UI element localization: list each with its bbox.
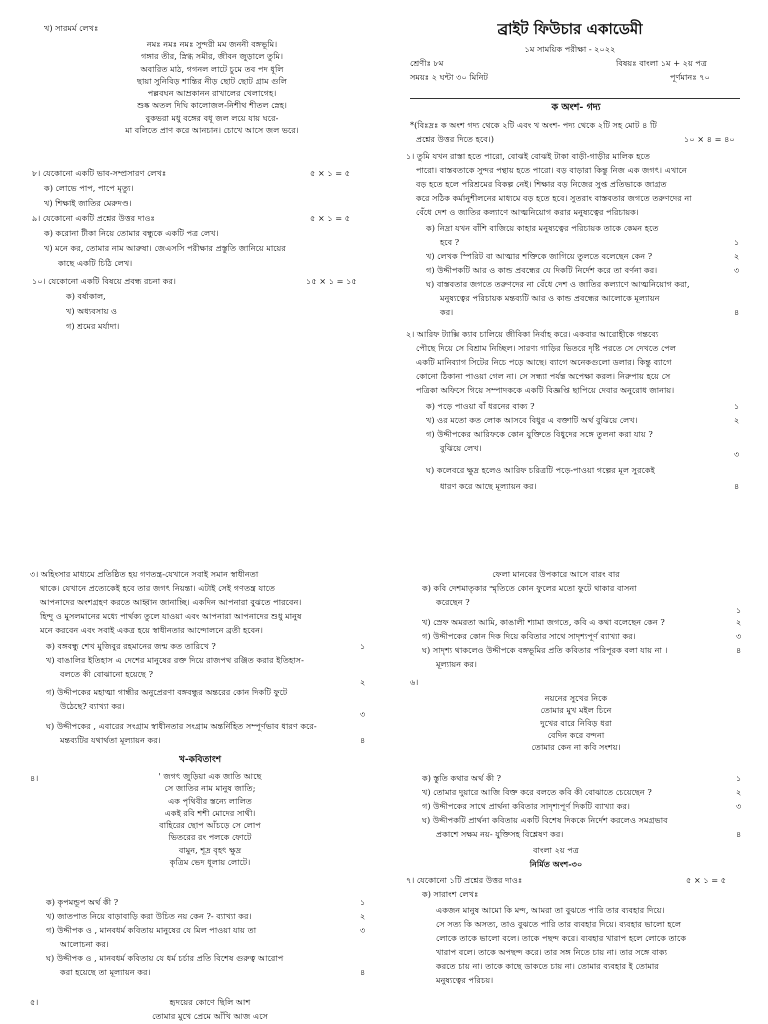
q3-stem-line: থাকে। যেখানে প্রত্যেকেই হবে তার জগৎ নিয়ন্তা। এটাই সেই গণতন্ত্র যাতে xyxy=(40,583,276,593)
q5-part-gha-cont: মূল্যায়ন কর। xyxy=(436,659,477,669)
nirmiti-section-title: নির্মিত অংশ-৩০ xyxy=(529,859,583,869)
q4-part-gha-marks: ৪ xyxy=(360,967,366,977)
poem-line: ছায়া সুনিবিড় শান্তির নীড় ছোট ছোট গ্রাম গুলি xyxy=(137,75,287,86)
header-divider xyxy=(410,98,740,99)
q4-part-ka: ক) কৃপমন্ডূপ অর্থ কী ? xyxy=(46,897,119,907)
poem-line: তোমার মুখ মইল চিনে xyxy=(540,705,612,716)
q5-part-ka-cont: করেছেন ? xyxy=(436,597,470,607)
q6-number: ৬। xyxy=(410,677,419,687)
q5-line: হৃদয়ের কোণে ছিলি আশ xyxy=(169,997,251,1007)
q9-label: ৯। যেকোনো একটি প্রশ্নের উত্তর দাওঃ xyxy=(32,213,155,223)
q7-text-line: খারাপ বলে। তাকে অপছন্দ করে। তার সঙ্গ নিতে চায় না। তার সঙ্গে বাক্য xyxy=(436,947,667,957)
q3-stem-line: আপনাদের অংশগ্রহণ করতে আহ্বান জানাচ্ছি। একদিন আপনারা বুঝতে পারবেন। xyxy=(40,597,302,607)
section-kha-title: খ-কবিতাংশ xyxy=(178,755,222,765)
q1-part-gha: ঘ) বাস্তবতার জগতে তরুণদের না বেঁধে দেশ ও জাতির কল্যাণে আত্মনিয়োগ করা, xyxy=(426,279,690,289)
q9-option-a: ক) করোনা টীকা নিয়ে তোমার বন্ধুকে একটি পত্র লেখ। xyxy=(44,228,219,238)
q3-part-gha-cont: মন্তব্যটির যথার্থতা মূল্যায়ন কর। xyxy=(60,735,161,745)
q1-part-ka-cont: হবে ? xyxy=(440,237,460,247)
q7-text-line: একজন মানুষ আমো কি মন্দ, আমরা তা বুঝতে পারি তার ব্যবহার দিয়ে। xyxy=(436,905,665,915)
q4-part-gha: ঘ) উদ্দীপক ও , মানবধর্ম কবিতায় যে ধর্ম চর্চার প্রতি বিশেষ গুরুত্ব আরোপ xyxy=(46,953,284,963)
q6-part-ka-marks: ১ xyxy=(736,773,742,783)
q7-label: ৭। যেকোনো ১টি প্রশ্নের উত্তর দাওঃ xyxy=(406,875,523,885)
paper-2-title: বাংলা ২য় পত্র xyxy=(533,845,579,855)
q3-stem-line: হিন্দু ও মুসলমানের মধ্যে পার্থক্য তুলে যাওয়া এবং আপনারা আপনাদের শুধু মানুষ xyxy=(40,611,302,621)
q9-option-b: খ) মনে কর, তোমার নাম আরুষা। জেএসসি পরীক্ষার প্রস্তুতি জানিয়ে মায়ের xyxy=(44,243,286,253)
q5-line: তোমার মুখে প্রেমে আঁখি আজ এসে xyxy=(152,1011,268,1021)
q1-part-ga-marks: ৩ xyxy=(734,265,740,275)
q6-part-ka: ক) স্তুতি কথার অর্থ কী ? xyxy=(422,773,502,783)
q3-part-ka-marks: ১ xyxy=(360,641,366,651)
poem-line: অবারিত মাঠ, গগনল লাটে চুমে তব পদ ধূলি xyxy=(140,63,284,74)
poem-line: কৃত্রিম ভেদ ধূলায় লোটে। xyxy=(169,857,251,868)
q5-tail-line: ফেলা মানবের উপকারে আসে বারং বার xyxy=(492,569,620,579)
poem-line: বেদিন করে বন্দনা xyxy=(547,729,605,740)
q10-option-b: খ) অধ্যবসায় ও xyxy=(66,306,118,316)
q3-part-gha: ঘ) উদ্দীপকের , এবারের সংগ্রাম স্বাধীনতার সংগ্রাম অন্তর্নিহিত সম্পূর্ণভাব ধারণ করে- xyxy=(46,721,317,731)
q10-option-a: ক) বর্ষাকাল, xyxy=(66,291,106,301)
q3-part-ga: গ) উদ্দীপকের মহাত্মা গান্ধীর অনুপ্রেরণা বঙ্গবন্ধুর অন্তরের কোন দিকটি ফুটে xyxy=(46,687,288,697)
q5-part-ka-marks: ১ xyxy=(736,605,742,615)
instruction-line-1: *(বিঃদ্রঃ ক অংশ গদ্য থেকে ২টি এবং খ অংশ- পদ্য থেকে ২টি সহ মোট ৪ টি xyxy=(410,120,657,130)
q7-text-line: করতে চায় না। তাকে কাছে ডাকতে চায় না। তোমার ব্যবহার ই তোমার xyxy=(436,961,659,971)
q8-marks: ৫ × ১ = ৫ xyxy=(310,168,351,178)
q5-number: ৫। xyxy=(30,997,39,1007)
q2-part-gha: ঘ) কলেবরে ক্ষুদ্র হলেও আরিফ চরিত্রটি পড়ে-পাওয়া গল্পের মূল সুরকেই xyxy=(426,465,655,475)
poem-line: পল্লবঘন আম্রকানন রাখালের খেলাগেহ। xyxy=(147,88,277,99)
q1-stem-line: বড় হতে হলে পরিশ্রমের বিকল্প নেই। শিক্ষার বড় নিজের সুপ্ত প্রতিভাকে জাগ্রত xyxy=(416,179,667,189)
q9-marks: ৫ × ১ = ৫ xyxy=(310,213,351,223)
time-label: সময়ঃ ২ ঘন্টা ৩০ মিনিট xyxy=(410,71,488,82)
q3-part-kha-cont: বলতে কী বোঝানো হয়েছে ? xyxy=(60,669,154,679)
q6-part-gha-marks: ৪ xyxy=(736,829,742,839)
q2-part-gha-cont: ধারণ করে আছে মূল্যায়ন কর। xyxy=(440,481,537,491)
item-kha-summary-label: খ) সারমর্ম লেখঃ xyxy=(44,23,99,33)
q6-part-gha-cont: প্রকাশে সক্ষম নয়- যুক্তিসহ বিশ্লেষণ কর। xyxy=(436,829,564,839)
q1-part-ka: ক) নিদ্রা যখন বাঁশি বাজিয়ে কাহার মনুষ্যত্বের পরিচায়ক তাকে কেমন হতে xyxy=(426,223,659,233)
q6-part-kha-marks: ২ xyxy=(736,787,742,797)
q5-part-gha: ঘ) সাদৃশ্য থাকলেও উদ্দীপকে বঙ্গভূমির প্রতি কবিতার পরিপূরক বলা যায় না । xyxy=(422,645,668,655)
q3-part-ka: ক) বঙ্গবন্ধু শেখ মুজিবুর রহমানের জন্ম কত তারিখে ? xyxy=(46,641,216,651)
q3-part-kha: খ) বাঙালির ইতিহাস এ দেশের মানুষের রক্ত দিয়ে রাজপথ রঞ্জিত করার ইতিহাস- xyxy=(46,655,304,665)
q4-part-kha-marks: ২ xyxy=(360,911,366,921)
poem-line: বামুন, শূদ্র বৃহৎ ক্ষুদ্র xyxy=(178,844,242,855)
q7-text-line: লোকে তাকে ভালো বলে। তাকে পছন্দ করে। ব্যবহার খারাপ হলে লোকে তাকে xyxy=(436,933,687,943)
q1-part-ka-marks: ১ xyxy=(734,237,740,247)
q8-option-b: খ) শিক্ষাই জাতির মেরুদণ্ড। xyxy=(44,198,132,208)
q2-stem-line: পত্রিকা অফিসে গিয়ে সম্পাদককে একটি বিজ্ঞপ্তি ছাপিয়ে দেবার অনুরোধ জানায়। xyxy=(416,385,675,395)
q2-part-kha: খ) ওর মতো কত লোক আসবে বিধুর এ বক্তাটি অর্থ বুঝিয়ে লেখ। xyxy=(426,415,638,425)
q4-part-ga: গ) উদ্দীপক ও , মানবধর্ম কবিতায় মানুষের যে মিল পাওয়া যায় তা xyxy=(46,925,257,935)
q1-part-ga: গ) উদ্দীপকটি আর ও কান্ড প্রবন্ধের যে দিকটি নির্দেশ করে তা বর্ণনা কর। xyxy=(426,265,658,275)
q2-part-ka: ক) পড়ে পাওয়া বাঁ ধরনের বাক্য ? xyxy=(426,401,535,411)
q4-poem xyxy=(90,770,330,868)
q4-number: ৪। xyxy=(30,773,39,783)
q2-stem-line: ২। আরিফ ট্যাক্সি ক্যাব চালিয়ে জীবিকা নির্বাহ করে। একবার আরোহীকে গন্তব্যে xyxy=(406,329,659,339)
instruction-line-2: প্রশ্নের উত্তর দিতে হবে।) xyxy=(416,134,494,144)
poem-line: একই রবি শশী মোদের সাথী। xyxy=(164,807,256,818)
q3-part-ga-cont: উঠেছে? ব্যাখ্যা কর। xyxy=(60,701,125,711)
q10-option-c: গ) শ্রমের মর্যাদা। xyxy=(66,321,120,331)
q6-poem xyxy=(446,692,706,753)
section-ka xyxy=(406,101,746,144)
q1-part-gha-cont2: কর। xyxy=(440,307,454,317)
q1-stem-line: পারো। বাস্তবতাকে সুন্দর পন্থায় হতে পারো। বড় বাড়ারা কিন্তু নিজ এক জগৎ। এখানে xyxy=(416,165,687,175)
q6-part-kha: খ) তোমার দুয়ারে আজি বিক্ত করে বলতে কবি কী বোঝাতে চেয়েছেন ? xyxy=(422,787,652,797)
q7-option-ka: ক) সারাংশ লেখঃ xyxy=(422,889,479,899)
q6-part-ga-marks: ৩ xyxy=(736,801,742,811)
q1-part-kha-marks: ২ xyxy=(734,251,740,261)
q5-part-ga: গ) উদ্দীপকের কোন দিক দিয়ে কবিতার সাথে সাদৃশ্যপূর্ণ ব্যাখ্যা কর। xyxy=(422,631,636,641)
q10-marks: ১৫ × ১ = ১৫ xyxy=(306,276,357,286)
q7-text-line: সে সত্য কি অসত্য, তাও বুঝতে পারি তার ব্যবহার দিয়ে। ব্যবহার ভালো হলে xyxy=(436,919,682,929)
q3-part-gha-marks: ৪ xyxy=(360,735,366,745)
q2-part-ga-marks: ৩ xyxy=(734,449,740,459)
q7-text-line: মনুষ্যত্বের পরিচয়। xyxy=(436,975,494,985)
q2-stem-line: পৌছে দিয়ে সে বিশ্রাম নিচ্ছিল। সারণ্য গাড়ির ভিতরে দৃষ্টি পরতে সে দেখতে পেল xyxy=(416,343,676,353)
summary-poem xyxy=(72,38,352,136)
poem-line: বুকভরা মধু বঙ্গের বধূ জল লয়ে যায় ঘরে- xyxy=(145,112,279,123)
q2-stem-line: একটি মানিব্যাগ সিটের নিচে পড়ে আছে। ব্যাগে অনেকগুলো ডলার। কিন্তু ব্যাগে xyxy=(416,357,672,367)
poem-line: ' জগৎ জুড়িয়া এক জাতি আছে xyxy=(158,771,262,781)
poem-line: ভিতরের রং পলকে ফোটে xyxy=(168,832,252,843)
q10-label: ১০। যেকোনো একটি বিষয়ে প্রবন্ধ রচনা কর। xyxy=(32,276,176,286)
poem-line: গঙ্গার তীর, স্নিগ্ধ সমীর, জীবন জুড়ালে তুমি। xyxy=(140,51,284,62)
poem-line: দুখের বারে নিবিড় ধরা xyxy=(540,717,612,728)
exam-title: ১ম সাময়িক পরীক্ষা - ২০২২ xyxy=(524,43,616,54)
q5-part-kha-marks: ২ xyxy=(736,617,742,627)
q1-stem-line: করে সঠিক কর্মানুশীলনের মাধ্যমে বড় হতে হবে। সুতরাং বাস্তবতার জগতে তরুণদের না xyxy=(416,193,692,203)
q1-part-kha: খ) লেখক স্পিরিট বা আত্মার শক্তিকে জাগিয়ে তুলতে বলেছেন কেন ? xyxy=(426,251,653,261)
poem-line: নমঃ নমঃ নমঃ সুন্দরী মম জননী বঙ্গভূমি। xyxy=(146,39,278,49)
q1-part-gha-marks: ৪ xyxy=(734,307,740,317)
q6-part-ga: গ) উদ্দীপকের সাথে প্রার্থনা কবিতার সাদৃশ্যপূর্ণ দিকটি ব্যাখ্যা কর। xyxy=(422,801,630,811)
q4-part-kha: খ) জাতপাত নিয়ে বাড়াবাড়ি করা উচিত নয় কেন ?- ব্যাখ্যা কর। xyxy=(46,911,252,921)
q4-part-ga-cont: আলোচনা কর। xyxy=(60,939,109,949)
q6-part-gha: ঘ) উদ্দীপকটি প্রার্থনা কবিতায় একটি বিশেষ দিককে নির্দেশ করলেও সমগ্রভাব xyxy=(422,815,668,825)
exam-header xyxy=(400,20,740,85)
poem-line: সে জাতির নাম মানুষ জাতি; xyxy=(164,783,256,794)
poem-line: এক পৃথিবীর স্তন্যে লালিত xyxy=(168,795,252,806)
q5-part-ga-marks: ৩ xyxy=(736,631,742,641)
q2-part-ga-cont: বুঝিয়ে লেখ। xyxy=(440,443,482,453)
poem-line: বাহিরের ছোপ আঁচড়ে সে লোপ xyxy=(159,820,261,831)
subject-label: বিষয়ঃ বাংলা ১ম + ২য় পত্র xyxy=(616,57,707,68)
q4-part-ga-marks: ৩ xyxy=(360,925,366,935)
q2-part-ga: গ) উদ্দীপকের আরিফকে কোন যুক্তিতে বিধুদের সঙ্গে তুলনা করা যায় ? xyxy=(426,429,653,439)
school-name: ব্রাইট ফিউচার একাডেমী xyxy=(497,20,643,38)
poem-line: শুষ্ক অতল দিঘি কালোজল-নিশীথ শীতল স্নেহ। xyxy=(137,100,287,111)
q8-label: ৮। যেকোনো একটি ভাব-সম্প্রসারণ লেখঃ xyxy=(32,168,167,178)
q2-part-kha-marks: ২ xyxy=(734,415,740,425)
q4-part-ka-marks: ১ xyxy=(360,897,366,907)
class-label: শ্রেণীঃ ৮ম xyxy=(410,57,444,68)
poem-line: তোমার কেন না কবি সংশয়। xyxy=(531,742,621,753)
q3-part-ga-marks: ৩ xyxy=(360,709,366,719)
q7-marks: ৫ × ১ = ৫ xyxy=(686,875,727,885)
q2-part-gha-marks: ৪ xyxy=(734,481,740,491)
instruction-marks: ১০ × ৪ = ৪০ xyxy=(684,134,735,144)
q2-stem-line: কোনো ঠিকানা পাওয়া গেল না। সে সন্ধ্যা পর্যন্ত অপেক্ষা করল। নিরুপায় হয়ে সে xyxy=(416,371,671,381)
q1-part-gha-cont: মনুষ্যত্বের পরিচায়ক মন্তব্যটি আর ও কান্ড প্রবন্ধের আলোকে মূল্যায়ন xyxy=(440,293,660,303)
q5-part-kha: খ) স্রেফ অমরতা আমি, কাঙালী শ্যামা জগতে, কবি এ কথা বলেছেন কেন ? xyxy=(422,617,665,627)
q3-part-kha-marks: ২ xyxy=(360,677,366,687)
q1-stem-line: ১। তুমি যখন রাস্তা হতে পারো, বোঝই বোঝই টাকা বাড়ী-গাড়ীর মালিক হতে xyxy=(406,151,650,161)
q9-option-b-cont: কাছে একটি চিঠি লেখ। xyxy=(58,258,133,268)
q3-stem-line: ৩। অহিংসার মাধ্যমে প্রতিষ্ঠিত হয় গণতন্ত্র-যেখানে সবাই সমান স্বাধীনতা xyxy=(30,569,259,579)
q1-stem-line: বেঁধে দেশ ও জাতির কল্যাণে আত্মনিয়োগ করার মনুষ্যত্বের পরিচায়ক। xyxy=(416,207,639,217)
q5-part-ka: ক) কবি দেশমাতৃকার স্মৃতিতে কোন ফুলের মতো ফুটে থাকার বাসনা xyxy=(422,583,637,593)
q8-option-a: ক) লোভে পাপ, পাপে মৃত্যু। xyxy=(44,183,134,193)
q2-part-ka-marks: ১ xyxy=(734,401,740,411)
q4-part-gha-cont: করা হয়েছে তা মূল্যায়ন কর। xyxy=(60,967,151,977)
section-ka-title: ক অংশ- গদ্য xyxy=(551,102,601,113)
q3-stem-line: মনে করবেন এবং সবাই একত্র হয়ে স্বাধীনতার আন্দোলনে ব্রতী হবেন। xyxy=(40,625,263,635)
poem-line: মা বলিতে প্রাণ করে আনচান। চোখে আসে জল ভরে। xyxy=(125,125,299,136)
full-marks-label: পূর্ণমানঃ ৭০ xyxy=(670,71,710,82)
poem-line: নয়নের সুখের নিকে xyxy=(544,693,608,703)
q5-part-gha-marks: ৪ xyxy=(736,645,742,655)
